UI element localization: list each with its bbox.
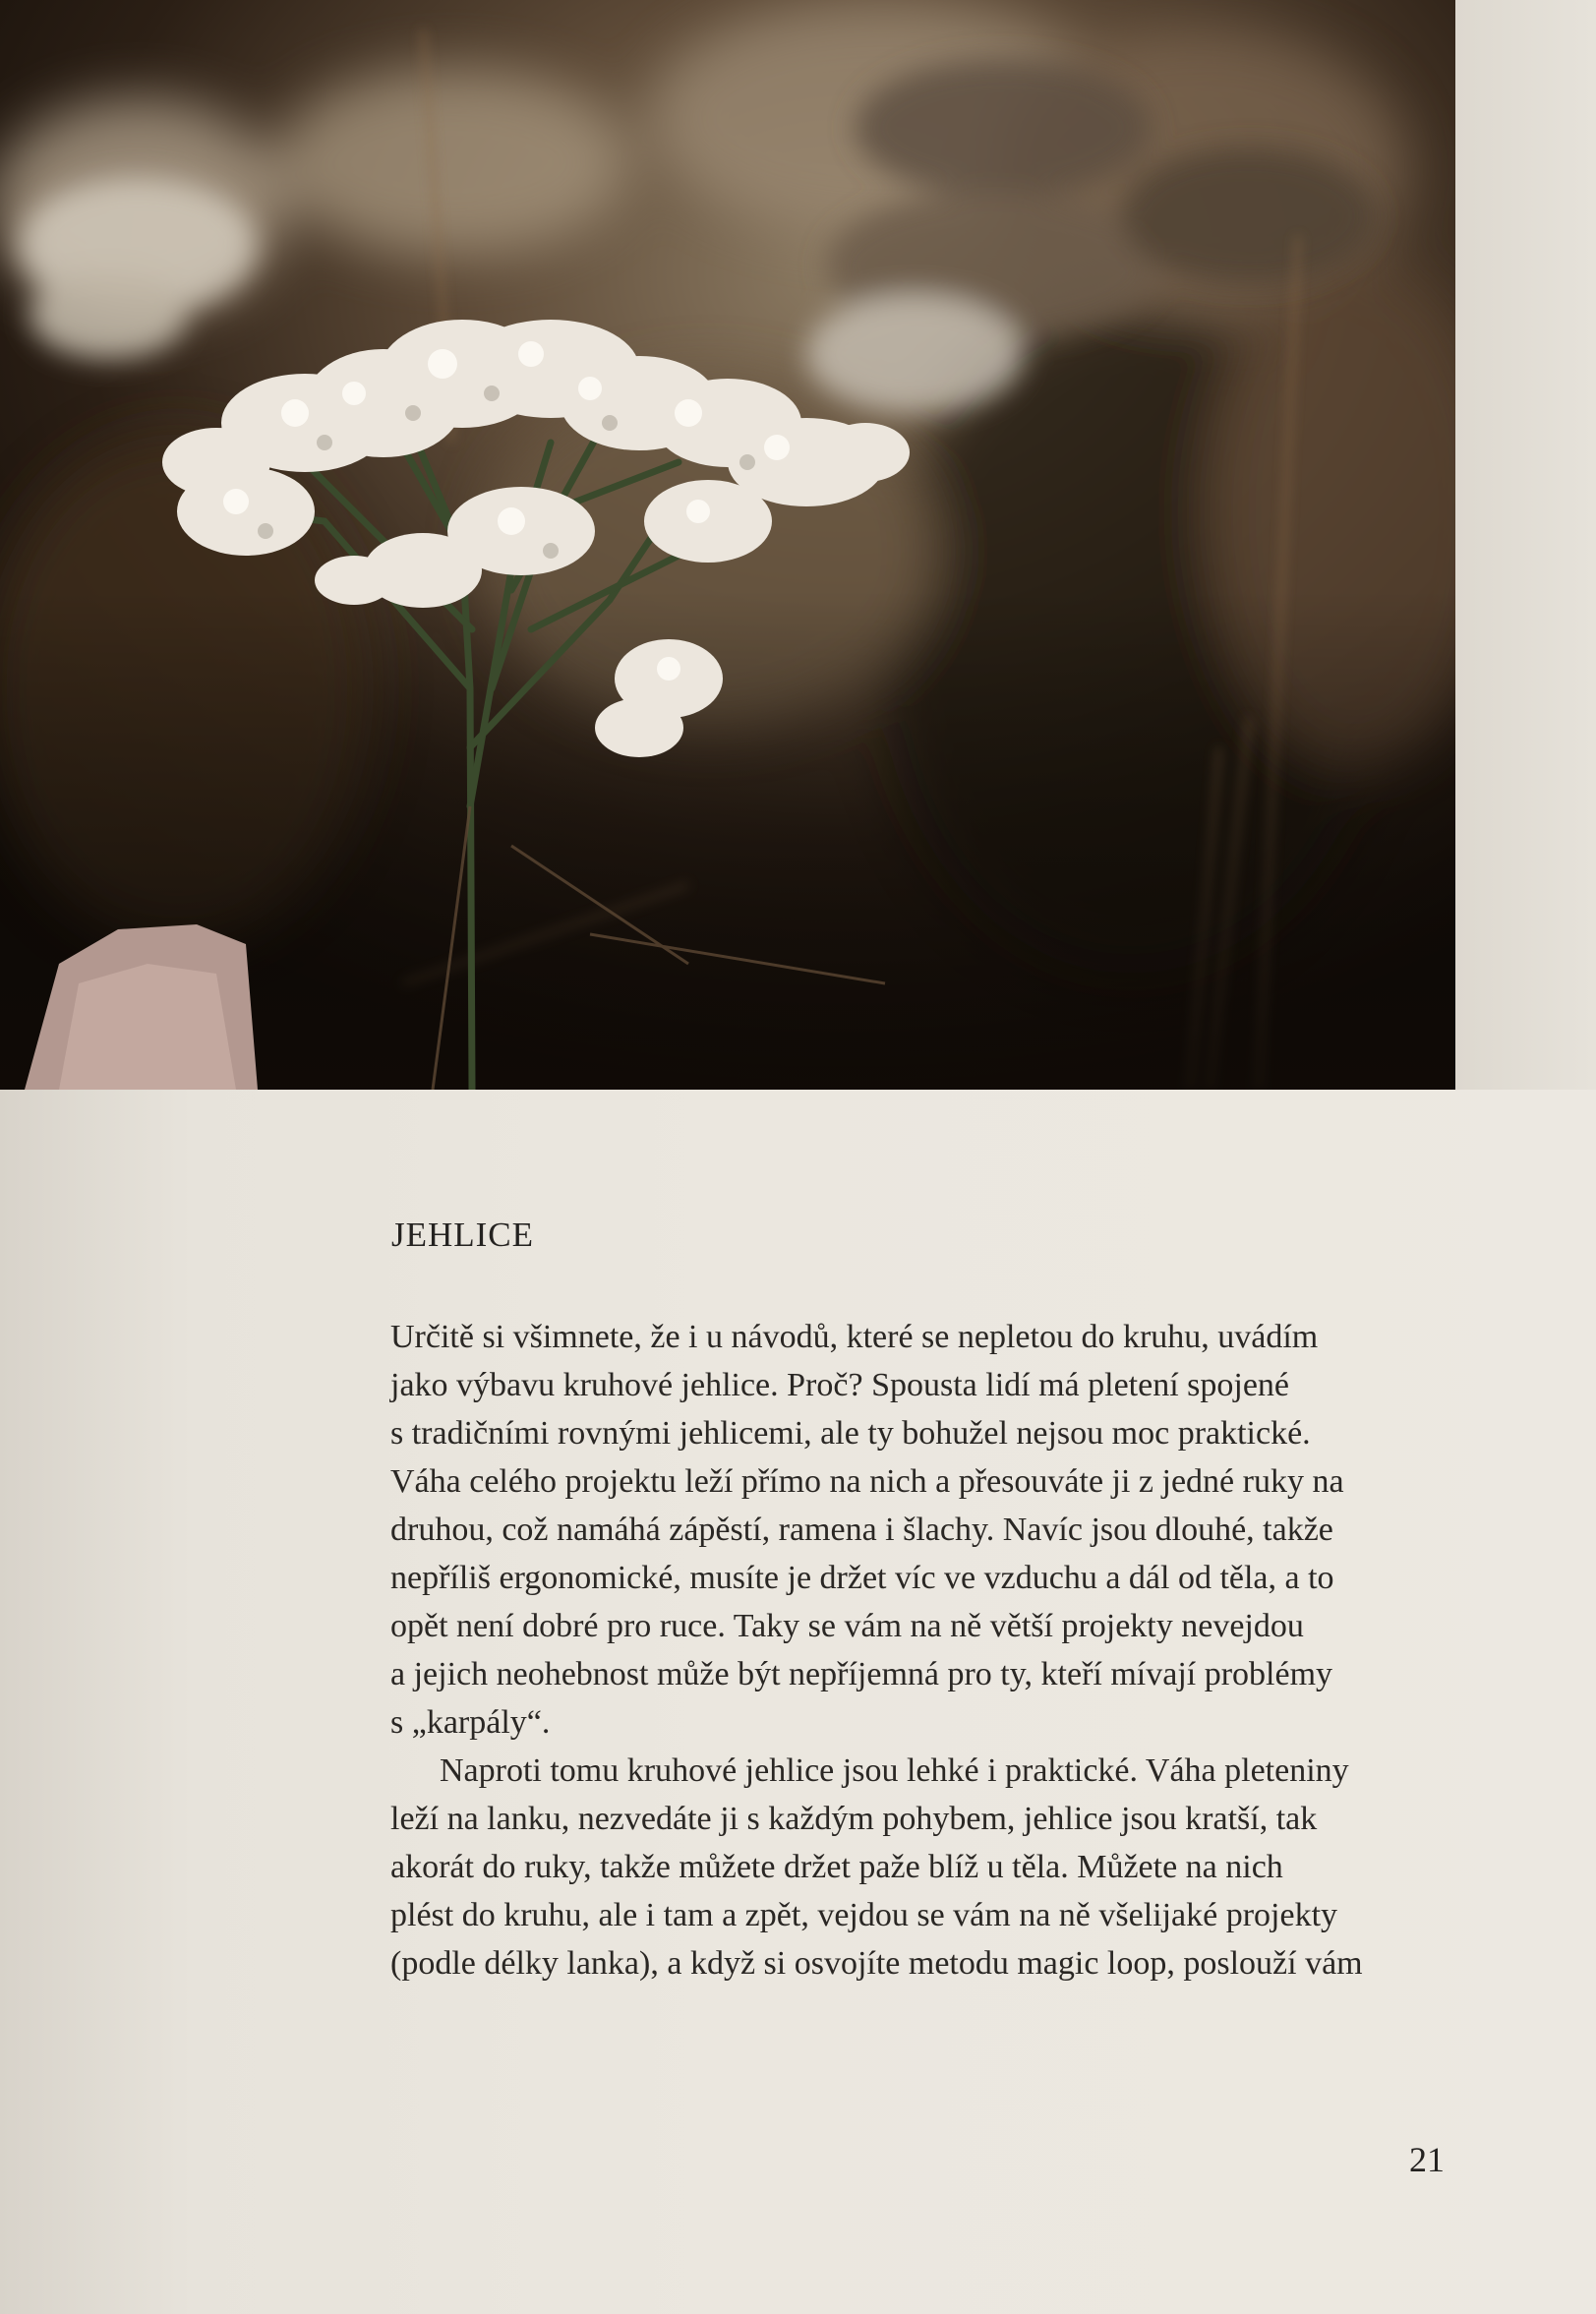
- flowering-plant-photo: [0, 0, 1455, 1090]
- text-line: akorát do ruky, takže můžete držet paže blíž u těla. Můžete na nich: [390, 1849, 1283, 1885]
- text-line: jako výbavu kruhové jehlice. Proč? Spousta lidí má pletení spojené: [390, 1367, 1289, 1403]
- body-text: [390, 1313, 1462, 1988]
- flowering-plant-photo-icon: [0, 0, 1455, 1090]
- text-line: Naproti tomu kruhové jehlice jsou lehké i praktické. Váha pleteniny: [440, 1752, 1349, 1789]
- paragraph-2: [390, 1747, 1462, 1988]
- text-line: (podle délky lanka), a když si osvojíte metodu magic loop, poslouží vám: [390, 1945, 1363, 1982]
- text-line: s „karpály“.: [390, 1704, 551, 1741]
- page-margin: [1455, 0, 1596, 1090]
- text-line: Váha celého projektu leží přímo na nich a přesouváte ji z jedné ruky na: [390, 1463, 1344, 1500]
- page-number: 21: [1409, 2140, 1445, 2179]
- text-line: druhou, což namáhá zápěstí, ramena i šlachy. Navíc jsou dlouhé, takže: [390, 1512, 1333, 1548]
- text-line: nepříliš ergonomické, musíte je držet víc ve vzduchu a dál od těla, a to: [390, 1560, 1334, 1596]
- text-line: s tradičními rovnými jehlicemi, ale ty bohužel nejsou moc praktické.: [390, 1415, 1311, 1452]
- text-line: plést do kruhu, ale i tam a zpět, vejdou se vám na ně všelijaké projekty: [390, 1897, 1338, 1933]
- text-line: leží na lanku, nezvedáte ji s každým pohybem, jehlice jsou kratší, tak: [390, 1801, 1318, 1837]
- text-line: opět není dobré pro ruce. Taky se vám na ně větší projekty nevejdou: [390, 1608, 1304, 1644]
- paragraph-1: [390, 1313, 1462, 1747]
- text-line: a jejich neohebnost může být nepříjemná pro ty, kteří mívají problémy: [390, 1656, 1333, 1692]
- text-line: Určitě si všimnete, že i u návodů, které se nepletou do kruhu, uvádím: [390, 1319, 1319, 1355]
- section-title: JEHLICE: [391, 1216, 535, 1254]
